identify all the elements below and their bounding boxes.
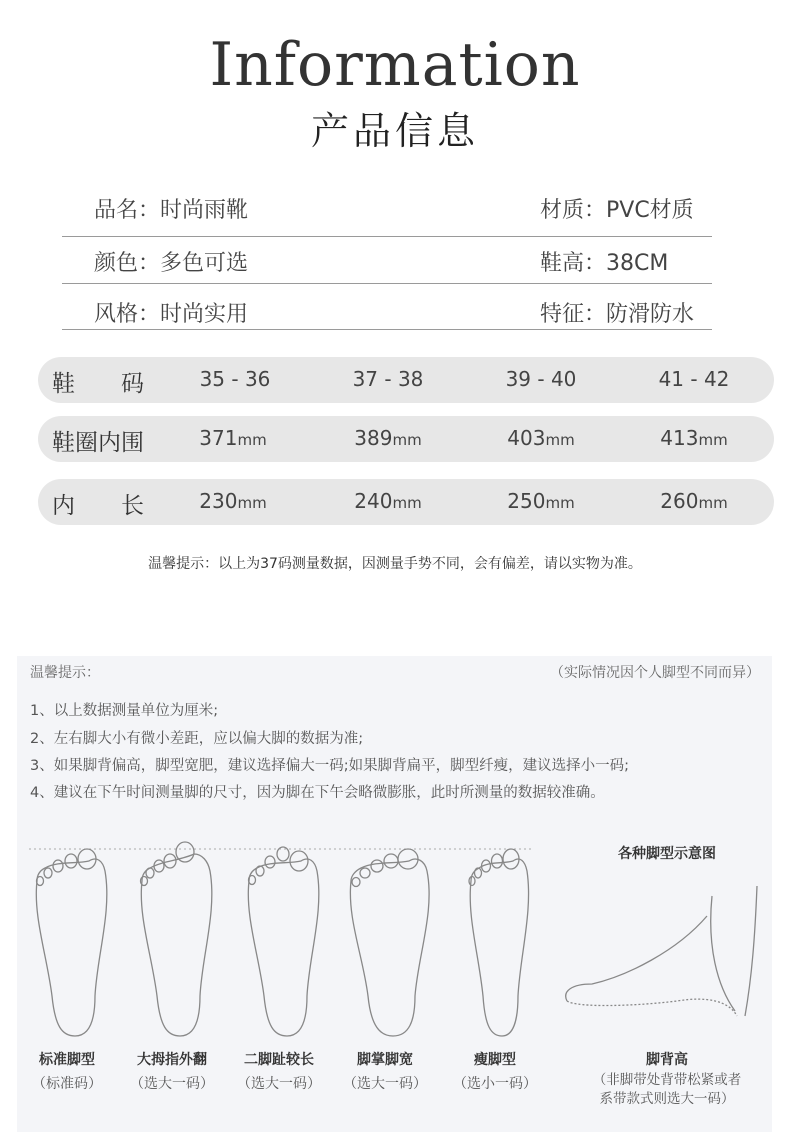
spec-style: 风格：时尚实用 xyxy=(94,302,249,327)
divider xyxy=(62,283,712,284)
tips-heading: 温馨提示： xyxy=(30,665,100,681)
divider xyxy=(62,329,712,330)
spec-height: 鞋高：38CM xyxy=(540,251,669,276)
foot-type-label: 脚掌脚宽 xyxy=(357,1052,413,1068)
size-cell: 260mm xyxy=(660,489,728,513)
row-label: 内 长 xyxy=(52,493,144,519)
size-row-inner-length xyxy=(38,479,774,525)
foot-bunion-icon xyxy=(141,842,212,1036)
spec-color: 颜色：多色可选 xyxy=(94,251,249,276)
row-label: 鞋 码 xyxy=(52,371,144,397)
spec-name: 品名：时尚雨靴 xyxy=(94,198,249,223)
size-cell: 371mm xyxy=(199,426,267,450)
size-cell: 389mm xyxy=(354,426,422,450)
size-cell: 39 - 40 xyxy=(505,367,577,391)
tip-item: 4、建议在下午时间测量脚的尺寸，因为脚在下午会略微膨胀，此时所测量的数据较准确。 xyxy=(30,785,605,801)
size-cell: 230mm xyxy=(199,489,267,513)
tips-aside: （实际情况因个人脚型不同而异） xyxy=(550,665,760,681)
foot-type-advice: （选小一码） xyxy=(453,1076,537,1092)
size-cell: 240mm xyxy=(354,489,422,513)
foot-type-advice: （选大一码） xyxy=(130,1076,214,1092)
foot-type-advice: （非脚带处背带松紧或者 系带款式则选大一码） xyxy=(592,1072,742,1107)
foot-type-label: 脚背高 xyxy=(646,1052,688,1068)
row-label: 鞋圈内围 xyxy=(52,430,144,456)
spec-material: 材质：PVC材质 xyxy=(540,198,694,223)
size-row-shoe-size xyxy=(38,357,774,403)
foot-type-label: 大拇指外翻 xyxy=(137,1052,207,1068)
tip-item: 3、如果脚背偏高，脚型宽肥，建议选择偏大一码;如果脚背扁平，脚型纤瘦，建议选择小一码; xyxy=(30,758,629,774)
size-cell: 250mm xyxy=(507,489,575,513)
page-title: Information xyxy=(209,30,581,100)
foot-standard-icon xyxy=(36,849,107,1036)
foot-high-instep-icon xyxy=(566,886,757,1016)
spec-feature: 特征：防滑防水 xyxy=(540,302,695,327)
size-cell: 37 - 38 xyxy=(352,367,424,391)
size-cell: 35 - 36 xyxy=(199,367,271,391)
spec-row xyxy=(62,183,712,227)
size-cell: 403mm xyxy=(507,426,575,450)
foot-type-advice: （标准码） xyxy=(32,1076,102,1092)
measurement-note: 温馨提示：以上为37码测量数据，因测量手势不同，会有偏差，请以实物为准。 xyxy=(148,556,642,572)
foot-wide-icon xyxy=(350,849,429,1036)
tip-item: 1、以上数据测量单位为厘米; xyxy=(30,703,219,719)
spec-row xyxy=(62,287,712,331)
size-cell: 41 - 42 xyxy=(658,367,730,391)
foot-type-label: 瘦脚型 xyxy=(474,1052,516,1068)
tips-panel xyxy=(17,656,772,1132)
foot-type-advice: （选大一码） xyxy=(237,1076,321,1092)
size-cell: 413mm xyxy=(660,426,728,450)
foot-type-advice: （选大一码） xyxy=(343,1076,427,1092)
diagram-title: 各种脚型示意图 xyxy=(618,846,716,862)
foot-long-second-toe-icon xyxy=(248,847,319,1036)
foot-type-label: 二脚趾较长 xyxy=(244,1052,314,1068)
foot-type-label: 标准脚型 xyxy=(39,1052,95,1068)
spec-row xyxy=(62,236,712,280)
size-row-circumference xyxy=(38,416,774,462)
foot-slim-icon xyxy=(469,849,529,1036)
page-subtitle: 产品信息 xyxy=(310,109,479,153)
tip-item: 2、左右脚大小有微小差距，应以偏大脚的数据为准; xyxy=(30,731,364,747)
